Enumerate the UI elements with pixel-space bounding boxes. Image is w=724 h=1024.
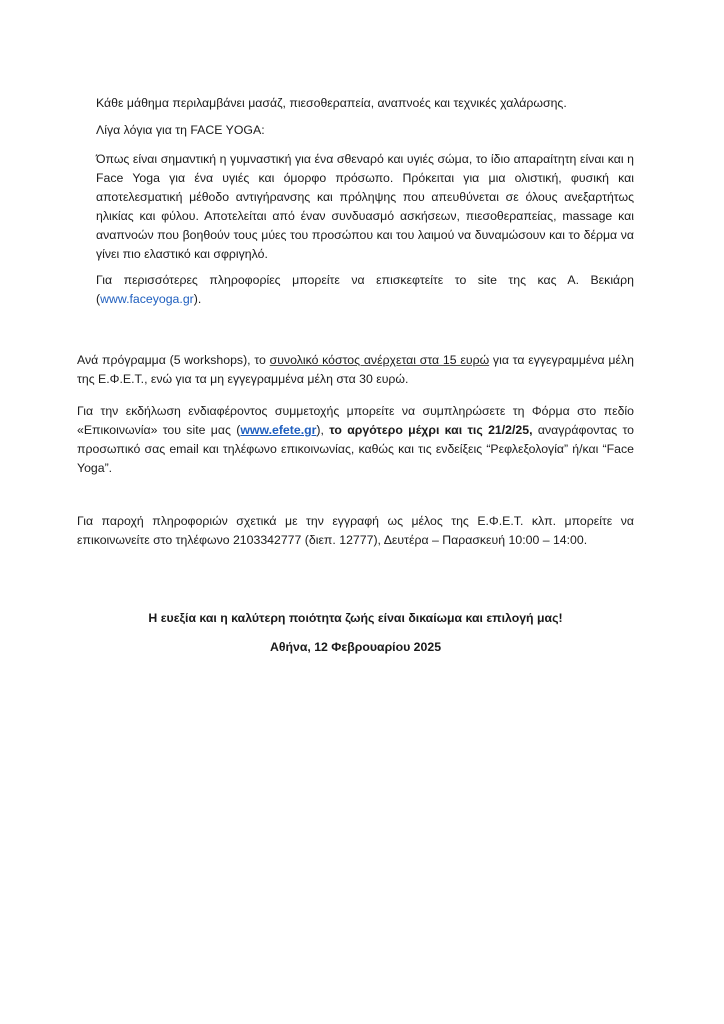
cost-suffix: για τα εγγεγραμμένα μέλη της Ε.Φ.Ε.Τ., ενώ για τα μη εγγεγραμμένα μέλη στα 30 ευρώ. (77, 353, 634, 386)
cost-total-underlined: συνολικό κόστος ανέρχεται στα 15 ευρώ (269, 353, 490, 367)
faceyoga-link[interactable]: www.faceyoga.gr (100, 292, 194, 306)
closing-date: Αθήνα, 12 Φεβρουαρίου 2025 (269, 640, 442, 654)
face-yoga-heading: Λίγα λόγια για τη FACE YOGA: (96, 123, 265, 137)
registration-prefix: Για την εκδήλωση ενδιαφέροντος συμμετοχής μπορείτε να συμπληρώσετε τη Φόρμα στο πεδίο «Επικοινωνία» του site μας ( (77, 404, 634, 437)
registration-suffix: αναγράφοντας το προσωπικό σας email και τηλέφωνο επικοινωνίας, καθώς και τις ενδείξεις “Ρεφλεξολογία” ή/και “Face Yoga”. (77, 423, 634, 475)
cost-prefix: Ανά πρόγραμμα (5 workshops), το (77, 353, 270, 367)
registration-middle: ), (316, 423, 330, 437)
registration-paragraph (77, 402, 634, 478)
more-info-suffix: ). (193, 292, 202, 306)
closing-slogan: Η ευεξία και η καλύτερη ποιότητα ζωής είναι δικαίωμα και επιλογή μας! (148, 611, 563, 625)
massage-paragraph: Κάθε μάθημα περιλαμβάνει μασάζ, πιεσοθεραπεία, αναπνοές και τεχνικές χαλάρωσης. (96, 96, 567, 110)
more-info-paragraph (96, 271, 634, 309)
cost-paragraph (77, 351, 634, 389)
contact-paragraph: Για παροχή πληροφοριών σχετικά με την εγγραφή ως μέλος της Ε.Φ.Ε.Τ. κλπ. μπορείτε να επικοινωνείτε στο τηλέφωνο 2103342777 (διεπ. 12777), Δευτέρα – Παρασκευή 10:00 – 14:00. (77, 514, 634, 547)
registration-deadline: το αργότερο μέχρι και τις 21/2/25, (329, 423, 533, 437)
efete-link[interactable]: www.efete.gr (240, 423, 317, 437)
face-yoga-description: Όπως είναι σημαντική η γυμναστική για ένα σθεναρό και υγιές σώμα, το ίδιο απαραίτητη είναι και η Face Yoga για ένα υγιές και όμορφο πρόσωπο. Πρόκειται για μια ολιστική, φυσική και αποτελεσματική μέθοδο αντιγήρανσης και πρόληψης που απευθύνεται σε όλους ανεξαρτήτως ηλικίας και φύλου. Αποτελείται από έναν συνδυασμό ασκήσεων, πιεσοθεραπείας, massage και αναπνοών που βοηθούν τους μύες του προσώπου και του λαιμού να δυναμώσουν και το δέρμα να γίνει πιο ελαστικό και σφριγηλό. (96, 152, 634, 261)
more-info-prefix: Για περισσότερες πληροφορίες μπορείτε να επισκεφτείτε το site της κας Α. Βεκιάρη ( (96, 273, 634, 306)
